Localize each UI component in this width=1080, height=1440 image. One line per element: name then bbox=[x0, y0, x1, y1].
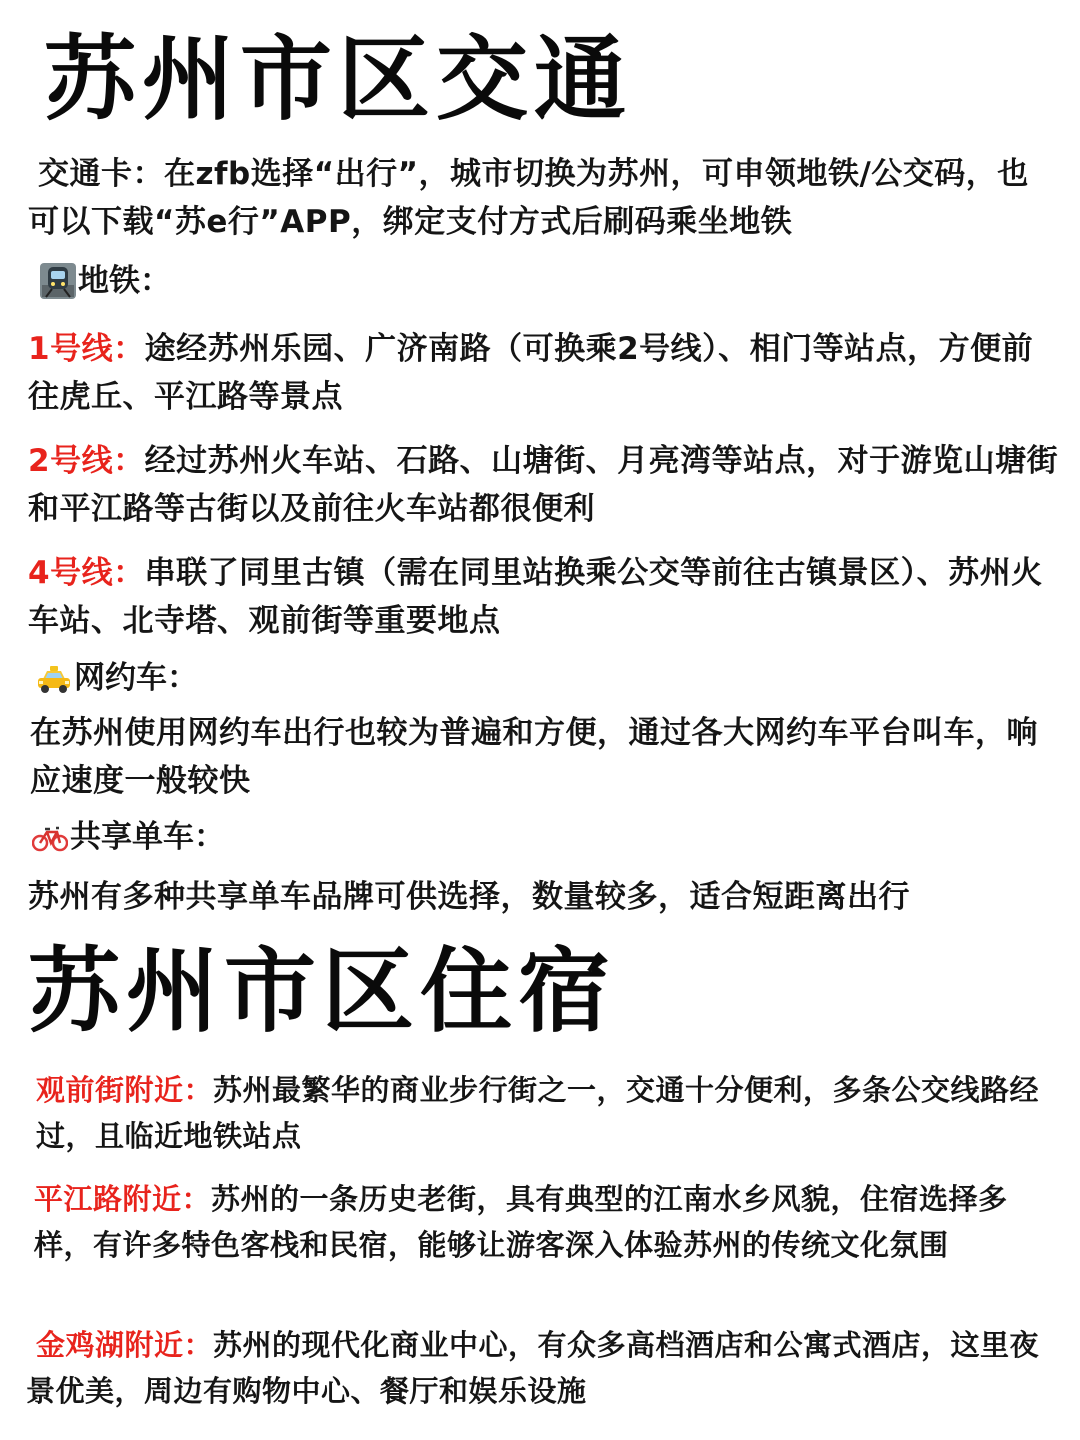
bicycle-icon bbox=[32, 819, 68, 855]
metro-line-2-text: 经过苏州火车站、石路、山塘街、月亮湾等站点，对于游览山塘街和平江路等古街以及前往火车站都很便利 bbox=[28, 443, 1059, 527]
taxi-icon bbox=[36, 660, 72, 696]
lodging-area-jinji-lake bbox=[26, 1322, 1056, 1414]
metro-line-1-label: 1号线： bbox=[28, 331, 145, 367]
lodging-area-pingjiang-label: 平江路附近： bbox=[34, 1182, 212, 1216]
ride-hailing-text: 在苏州使用网约车出行也较为普遍和方便，通过各大网约车平台叫车，响应速度一般较快 bbox=[30, 715, 1038, 799]
metro-line-4-label: 4号线： bbox=[28, 555, 145, 591]
metro-line-4-text: 串联了同里古镇（需在同里站换乘公交等前往古镇景区）、苏州火车站、北寺塔、观前街等重要地点 bbox=[28, 555, 1043, 639]
bike-heading-label: 共享单车： bbox=[70, 819, 225, 855]
lodging-area-pingjiang bbox=[34, 1176, 1054, 1268]
lodging-area-jinji-lake-text: 苏州的现代化商业中心，有众多高档酒店和公寓式酒店，这里夜景优美，周边有购物中心、餐厅和娱乐设施 bbox=[26, 1328, 1040, 1408]
bike-heading bbox=[32, 817, 225, 857]
traffic-title: 苏州市区交通 bbox=[44, 26, 633, 133]
metro-line-1 bbox=[28, 325, 1058, 421]
ride-hailing-heading bbox=[36, 658, 198, 698]
metro-line-4 bbox=[28, 549, 1063, 645]
lodging-area-guanqian-label: 观前街附近： bbox=[36, 1073, 214, 1107]
metro-heading-label: 地铁： bbox=[78, 263, 171, 299]
metro-line-1-text: 途经苏州乐园、广济南路（可换乘2号线）、相门等站点，方便前往虎丘、平江路等景点 bbox=[28, 331, 1034, 415]
bike-text: 苏州有多种共享单车品牌可供选择，数量较多，适合短距离出行 bbox=[28, 879, 910, 915]
lodging-area-guanqian-text: 苏州最繁华的商业步行街之一，交通十分便利，多条公交线路经过，且临近地铁站点 bbox=[36, 1073, 1040, 1153]
metro-train-icon bbox=[40, 263, 76, 299]
metro-line-2-label: 2号线： bbox=[28, 443, 145, 479]
lodging-area-jinji-lake-label: 金鸡湖附近： bbox=[36, 1328, 214, 1362]
lodging-area-pingjiang-text: 苏州的一条历史老街，具有典型的江南水乡风貌，住宿选择多样，有许多特色客栈和民宿，能够让游客深入体验苏州的传统文化氛围 bbox=[34, 1182, 1008, 1262]
lodging-area-guanqian bbox=[36, 1067, 1056, 1159]
lodging-title: 苏州市区住宿 bbox=[28, 938, 617, 1045]
metro-heading bbox=[40, 261, 171, 301]
transit-card-text: 交通卡：在zfb选择“出行”，城市切换为苏州，可申领地铁/公交码，也可以下载“苏e行”APP，绑定支付方式后刷码乘坐地铁 bbox=[28, 156, 1029, 240]
ride-hailing-heading-label: 网约车： bbox=[74, 660, 198, 696]
metro-line-2 bbox=[28, 437, 1063, 533]
